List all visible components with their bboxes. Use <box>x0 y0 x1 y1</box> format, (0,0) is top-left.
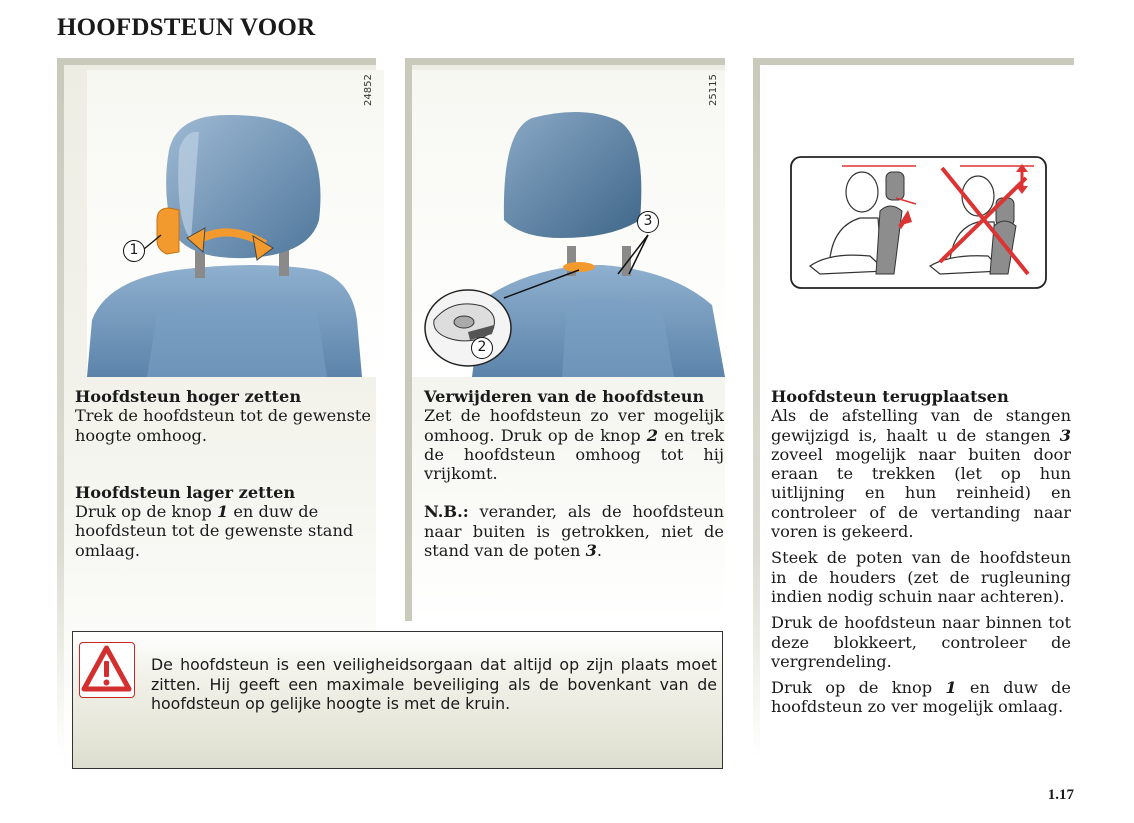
figure-reference-25115: 25115 <box>708 74 719 106</box>
refit-p1-b: zoveel mogelijk naar buiten door eraan te trekken (let op hun uitlijning en hun reinheid) en controleer of de vertanding naar voren is gekeerd. <box>771 444 1071 542</box>
column-3-side-bar <box>753 58 760 758</box>
page-title: HOOFDSTEUN VOOR <box>57 14 316 41</box>
refit-p4-a: Druk op de knop <box>771 678 946 698</box>
lower-heading: Hoofdsteun lager zetten <box>75 482 296 502</box>
lower-text-b: en duw de hoofdsteun tot de gewenste stand omlaag. <box>75 502 354 560</box>
refit-p4-b: en duw de hoofdsteun zo ver mogelijk omlaag. <box>771 678 1071 717</box>
refit-p1 <box>771 406 1071 541</box>
note-text-a: verander, als de hoofdsteun naar buiten is getrokken, niet de stand van de poten <box>424 502 724 561</box>
safety-warning-box <box>72 631 723 769</box>
note-post-ref: 3 <box>585 541 597 561</box>
refit-p1-post-ref: 3 <box>1059 425 1071 445</box>
refit-heading: Hoofdsteun terugplaatsen <box>771 387 1009 406</box>
lower-text <box>75 502 377 560</box>
raise-text: Trek de hoofdsteun tot de gewenste hoogte omhoog. <box>75 406 371 445</box>
refit-p4-button-ref: 1 <box>945 678 957 698</box>
column-3-text <box>771 387 1071 717</box>
refit-p3: Druk de hoofdsteun naar binnen tot deze blokkeert, controleer de vergrendeling. <box>771 613 1071 671</box>
callout-3: 3 <box>637 211 659 233</box>
column-2 <box>405 58 725 621</box>
headrest-position-diagram <box>790 156 1074 290</box>
headrest-removal-illustration <box>412 70 725 377</box>
refit-p4 <box>771 678 1071 717</box>
column-2-side-bar <box>405 58 412 621</box>
raise-heading: Hoofdsteun hoger zetten <box>75 387 302 406</box>
headrest-raise-illustration <box>87 70 384 377</box>
lower-text-button-ref: 1 <box>216 502 229 522</box>
removal-note <box>424 502 724 560</box>
removal-text-button-ref: 2 <box>646 425 659 445</box>
warning-triangle-glyph <box>80 643 133 696</box>
warning-triangle-icon <box>79 642 135 698</box>
column-1-text <box>75 387 377 560</box>
note-label: N.B.: <box>424 502 469 522</box>
column-1-side-bar <box>57 58 64 758</box>
column-3-top-bar <box>753 58 1074 65</box>
column-3 <box>753 58 1074 758</box>
callout-1: 1 <box>123 240 145 262</box>
removal-heading: Verwijderen van de hoofdsteun <box>424 387 705 406</box>
column-1-top-bar <box>57 58 376 65</box>
refit-p2: Steek de poten van de hoofdsteun in de houders (zet de rugleuning indien nodig schuin naar achteren). <box>771 548 1071 606</box>
headrest-position-drawing <box>790 156 1048 290</box>
note-text-b: . <box>596 541 603 561</box>
removal-text <box>424 406 724 483</box>
figure-reference-24852: 24852 <box>363 74 374 106</box>
page-number: 1.17 <box>1047 787 1074 803</box>
headrest-raise-drawing <box>87 70 384 377</box>
removal-text-b: en trek de hoofdsteun omhoog tot hij vrijkomt. <box>424 425 725 484</box>
safety-warning-text: De hoofdsteun is een veiligheidsorgaan dat altijd op zijn plaats moet zitten. Hij geeft een maximale beveiliging als de bovenkant van de hoofdsteun op gelijke hoogte is met de kruin. <box>151 655 717 713</box>
lower-text-a: Druk op de knop <box>75 502 217 522</box>
callout-2: 2 <box>471 337 493 359</box>
column-2-top-bar <box>405 58 725 65</box>
headrest-removal-drawing <box>412 70 725 377</box>
column-2-text <box>424 387 724 560</box>
removal-text-a: Zet de hoofdsteun zo ver mogelijk omhoog. Druk op de knop <box>424 406 724 445</box>
refit-p1-a: Als de afstelling van de stangen gewijzigd is, haalt u de stangen <box>771 406 1071 445</box>
